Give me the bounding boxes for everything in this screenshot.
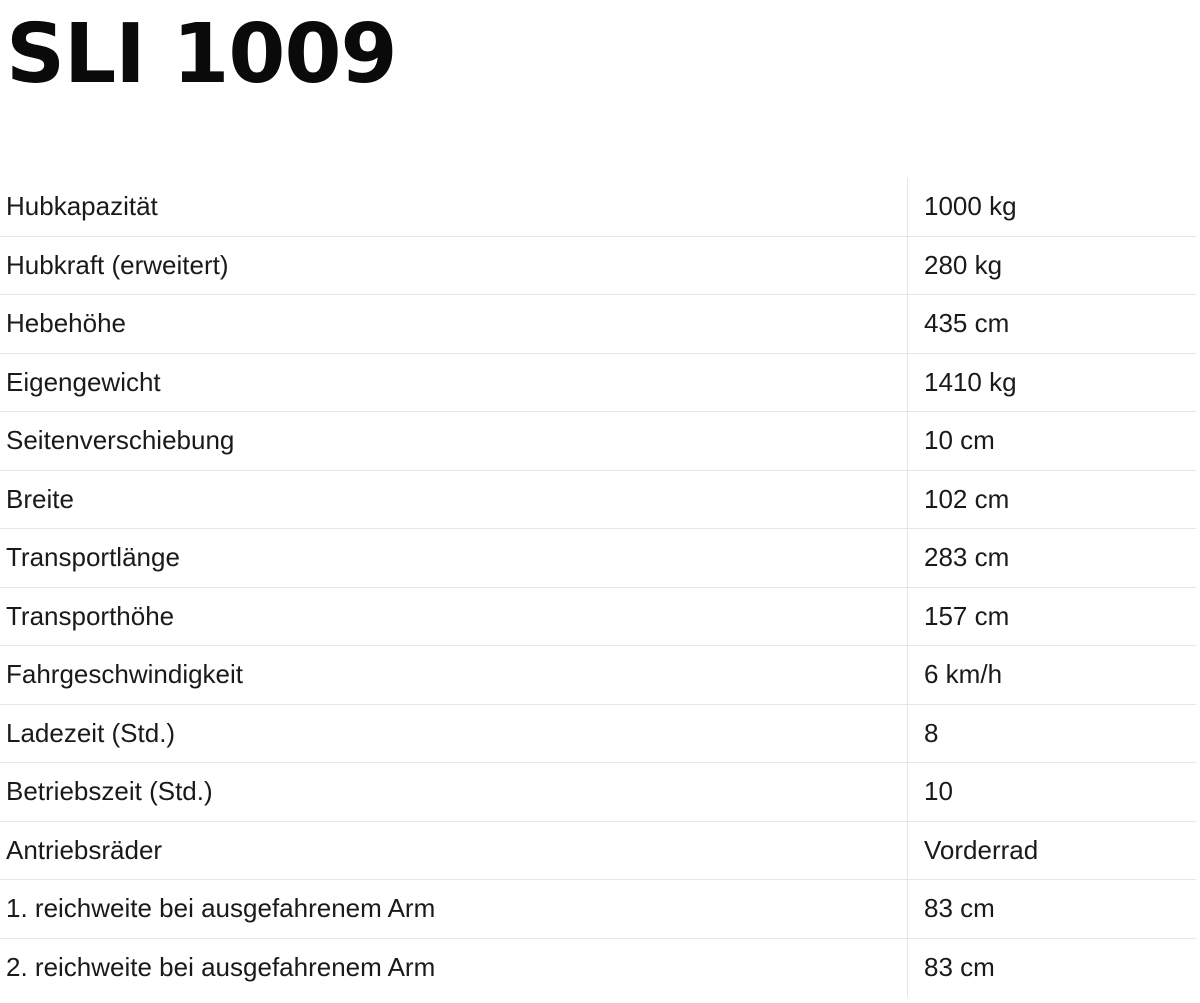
spec-label: Transporthöhe (0, 588, 908, 646)
spec-label: Ladezeit (Std.) (0, 705, 908, 763)
spec-label: Seitenverschiebung (0, 412, 908, 470)
table-row (0, 471, 1196, 530)
spec-value: 83 cm (924, 952, 995, 983)
spec-value: 8 (924, 717, 939, 748)
spec-value: 6 km/h (924, 659, 1003, 690)
table-row (0, 646, 1196, 705)
spec-label: Antriebsräder (0, 822, 908, 880)
page-title: SLI 1009 (6, 7, 397, 102)
table-row (0, 412, 1196, 471)
spec-value: 280 kg (924, 249, 1003, 280)
spec-value: 10 cm (924, 425, 995, 456)
spec-label: Transportlänge (0, 529, 908, 587)
spec-label: Betriebszeit (Std.) (0, 763, 908, 821)
spec-value: Vorderrad (924, 834, 1039, 865)
spec-label: Hebehöhe (0, 295, 908, 353)
spec-label: 2. reichweite bei ausgefahrenem Arm (0, 939, 908, 998)
table-row (0, 939, 1196, 998)
spec-value: 10 (924, 776, 953, 807)
table-row (0, 588, 1196, 647)
spec-label: Hubkraft (erweitert) (0, 237, 908, 295)
table-row (0, 295, 1196, 354)
spec-value: 435 cm (924, 308, 1010, 339)
table-row (0, 763, 1196, 822)
table-row (0, 529, 1196, 588)
spec-label: Breite (0, 471, 908, 529)
spec-label: Eigengewicht (0, 354, 908, 412)
spec-value: 1000 kg (924, 191, 1017, 222)
spec-label: 1. reichweite bei ausgefahrenem Arm (0, 880, 908, 938)
table-row (0, 705, 1196, 764)
spec-label: Fahrgeschwindigkeit (0, 646, 908, 704)
spec-value: 283 cm (924, 542, 1010, 573)
table-row (0, 354, 1196, 413)
table-row (0, 237, 1196, 296)
spec-value: 102 cm (924, 483, 1010, 514)
spec-value: 1410 kg (924, 366, 1017, 397)
table-row (0, 880, 1196, 939)
spec-table (0, 178, 1196, 997)
table-row (0, 822, 1196, 881)
table-row (0, 178, 1196, 237)
spec-value: 157 cm (924, 600, 1010, 631)
spec-value: 83 cm (924, 893, 995, 924)
spec-label: Hubkapazität (0, 178, 908, 236)
